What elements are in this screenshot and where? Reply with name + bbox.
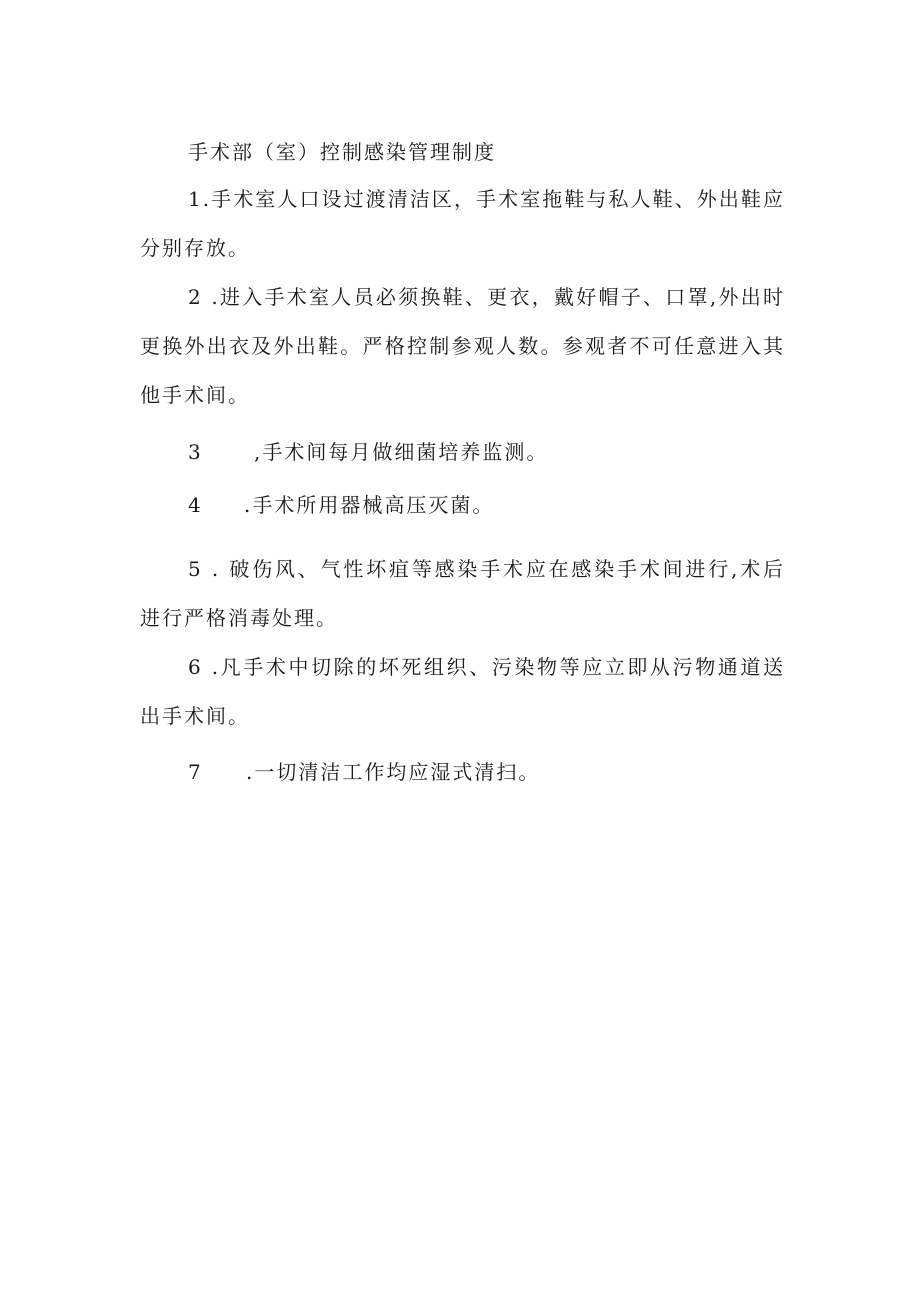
rule-item-5 [140, 545, 785, 643]
rule-number: 7 [188, 760, 203, 784]
rule-text: . 破伤风、气性坏疽等感染手术应在感染手术间进行,术后进行严格消毒处理。 [140, 557, 785, 630]
rule-text: .一切清洁工作均应湿式清扫。 [246, 760, 541, 784]
rule-text: .凡手术中切除的坏死组织、污染物等应立即从污物通道送出手术间。 [140, 655, 785, 728]
rule-number: 3 [188, 440, 203, 464]
rule-text: ,手术间每月做细菌培养监测。 [254, 440, 549, 464]
rule-item-1 [140, 175, 785, 273]
document-title: 手术部（室）控制感染管理制度 [188, 140, 496, 164]
rule-number: 6 [188, 655, 203, 679]
rule-number: 1 [188, 187, 203, 211]
rule-item-2 [140, 273, 785, 420]
rule-item-4 [188, 489, 494, 518]
rule-number: 2 [188, 285, 203, 309]
rule-item-3 [188, 436, 548, 465]
rule-text: .进入手术室人员必须换鞋、更衣，戴好帽子、口罩,外出时更换外出衣及外出鞋。严格控制参观人数。参观者不可任意进入其他手术间。 [140, 285, 785, 407]
rule-text: .手术室人口设过渡清洁区，手术室拖鞋与私人鞋、外出鞋应分别存放。 [140, 187, 785, 260]
rule-number: 4 [188, 493, 203, 517]
rule-text: .手术所用器械高压灭菌。 [244, 493, 495, 517]
rule-number: 5 [188, 557, 203, 581]
rule-item-7 [188, 756, 540, 785]
rule-item-6 [140, 643, 785, 741]
